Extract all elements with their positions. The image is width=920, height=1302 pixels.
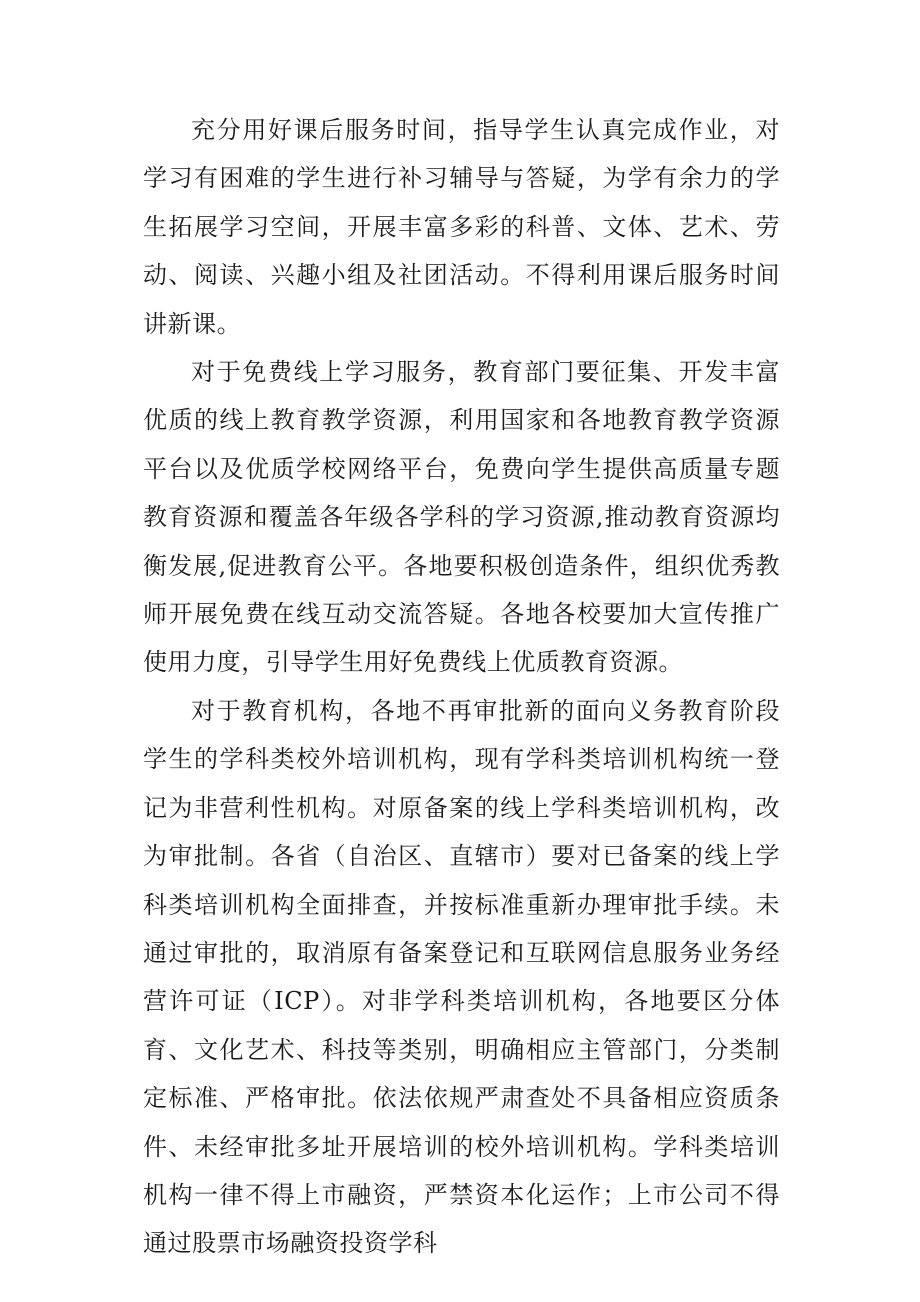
document-body: [143, 106, 780, 1268]
paragraph-online-learning: 对于免费线上学习服务，教育部门要征集、开发丰富优质的线上教育教学资源，利用国家和各地教育教学资源平台以及优质学校网络平台，免费向学生提供高质量专题教育资源和覆盖各年级各学科的学习资源,推动教育资源均衡发展,促进教育公平。各地要积极创造条件，组织优秀教师开展免费在线互动交流答疑。各地各校要加大宣传推广使用力度，引导学生用好免费线上优质教育资源。: [143, 358, 780, 677]
paragraph-education-institutions: 对于教育机构，各地不再审批新的面向义务教育阶段学生的学科类校外培训机构，现有学科类培训机构统一登记为非营利性机构。对原备案的线上学科类培训机构，改为审批制。各省（自治区、直辖市）要对已备案的线上学科类培训机构全面排查，并按标准重新办理审批手续。未通过审批的，取消原有备案登记和互联网信息服务业务经营许可证（ICP）。对非学科类培训机构，各地要区分体育、文化艺术、科技等类别，明确相应主管部门，分类制定标准、严格审批。依法依规严肃查处不具备相应资质条件、未经审批多址开展培训的校外培训机构。学科类培训机构一律不得上市融资，严禁资本化运作；上市公司不得通过股票市场融资投资学科: [143, 696, 780, 1258]
paragraph-after-school-service: 充分用好课后服务时间，指导学生认真完成作业，对学习有困难的学生进行补习辅导与答疑，为学有余力的学生拓展学习空间，开展丰富多彩的科普、文体、艺术、劳动、阅读、兴趣小组及社团活动。不得利用课后服务时间讲新课。: [143, 116, 780, 338]
